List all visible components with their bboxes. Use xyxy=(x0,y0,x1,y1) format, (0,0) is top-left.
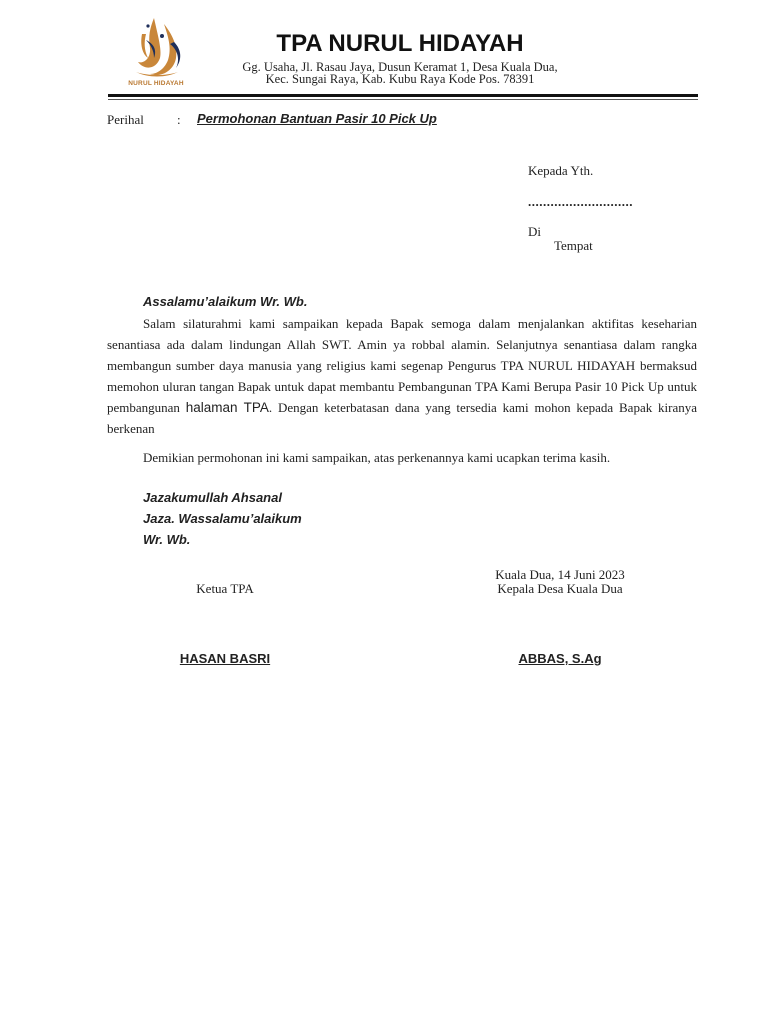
body-paragraph-1-part-a: Salam silaturahmi kami sampaikan kepada Bapak semoga dalam menjalankan aktifitas keseharian senantiasa ada dalam lindungan Allah SWT. Amin ya robbal alamin. Selanjutnya senantiasa dalam rangka membangun sumber daya manusia yang religius kami segenap Pengurus TPA NURUL HIDAYAH bermaksud memohon uluran tangan Bapak untuk dapat membantu Pembangunan TPA Kami Berupa Pasir 10 Pick Up untuk pembangunan xyxy=(107,316,697,415)
signature-date: Kuala Dua, 14 Juni 2023 xyxy=(495,567,625,582)
recipient-place: Tempat xyxy=(554,238,593,253)
right-signatory-title: Kepala Desa Kuala Dua xyxy=(497,581,623,596)
closing-line-2: Jaza. Wassalamu’alaikum xyxy=(143,511,302,526)
recipient-at: Di xyxy=(528,224,541,239)
subject-value: Permohonan Bantuan Pasir 10 Pick Up xyxy=(197,111,437,126)
address-line-2: Kec. Sungai Raya, Kab. Kubu Raya Kode Pos. 78391 xyxy=(265,72,535,86)
recipient-to: Kepada Yth. xyxy=(528,163,594,178)
recipient-name: ............................ xyxy=(528,194,633,209)
body-paragraph-1-part-c: . Dengan keterbatasan dana yang tersedia kami mohon kepada Bapak kiranya berkenan xyxy=(107,400,698,436)
closing-line-3: Wr. Wb. xyxy=(143,532,191,547)
address-line-1: Gg. Usaha, Jl. Rasau Jaya, Dusun Keramat 1, Desa Kuala Dua, xyxy=(242,60,558,74)
body-paragraph-2: Demikian permohonan ini kami sampaikan, atas perkenannya kami ucapkan terima kasih. xyxy=(143,450,611,465)
subject-label: Perihal xyxy=(107,112,144,127)
left-signatory-name: HASAN BASRI xyxy=(179,651,271,666)
body-paragraph-1 xyxy=(107,313,697,439)
closing-line-1: Jazakumullah Ahsanal xyxy=(143,490,282,505)
right-signatory-name: ABBAS, S.Ag xyxy=(518,651,602,666)
left-signatory-title: Ketua TPA xyxy=(196,581,254,596)
organization-name: TPA NURUL HIDAYAH xyxy=(276,30,524,57)
tpa-logo-icon xyxy=(124,14,188,84)
letterhead-rule-thick xyxy=(108,94,698,97)
subject-colon: : xyxy=(177,112,181,127)
body-paragraph-1-part-b: halaman TPA xyxy=(185,400,269,415)
letterhead-rule-thin xyxy=(108,99,698,100)
greeting: Assalamu’alaikum Wr. Wb. xyxy=(143,294,308,309)
logo-caption: NURUL HIDAYAH xyxy=(128,80,184,87)
